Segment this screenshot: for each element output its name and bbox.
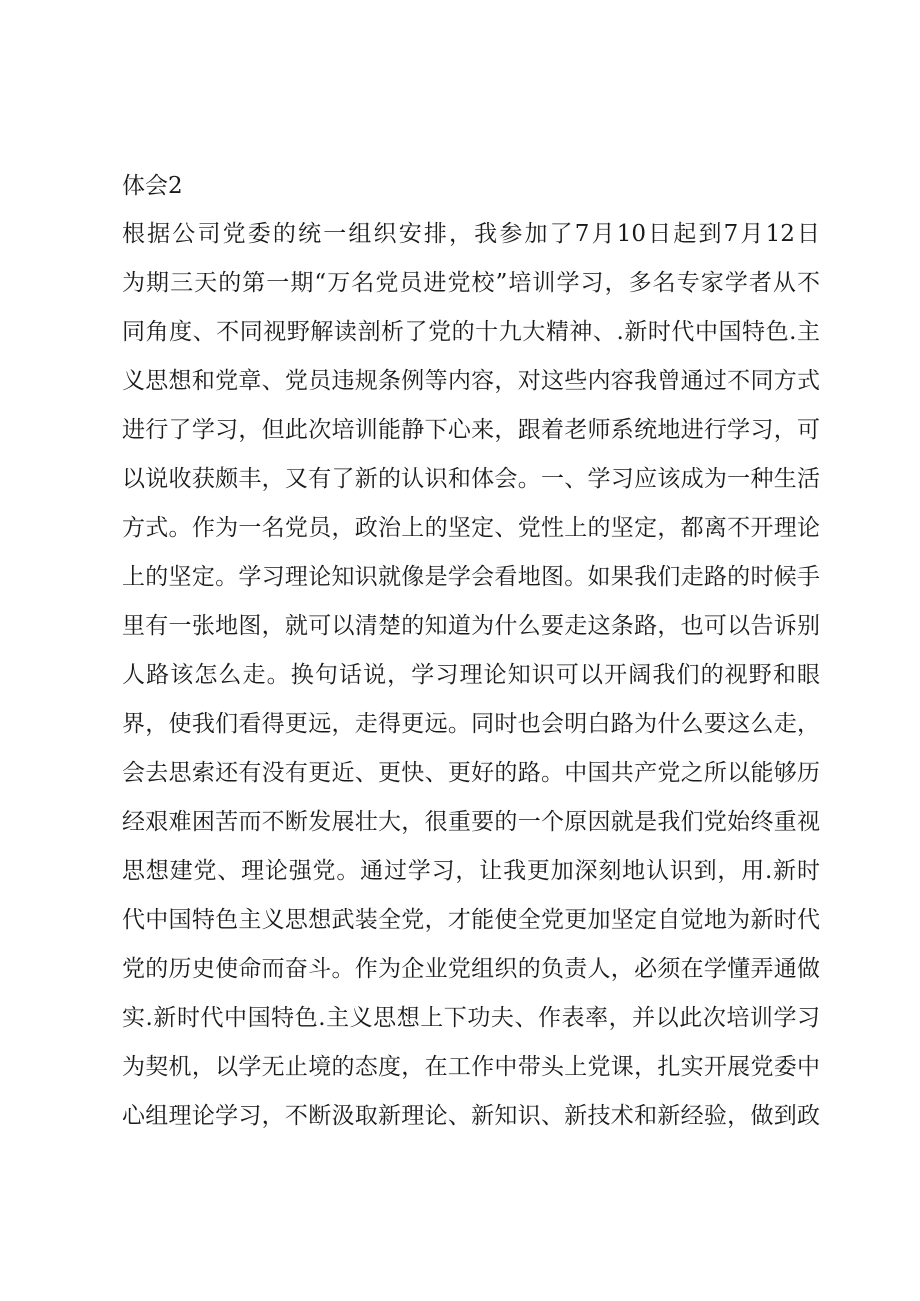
- paragraph-line: 同角度、不同视野解读剖析了党的十九大精神、.新时代中国特色.主: [122, 319, 820, 345]
- paragraph-line: 为期三天的第一期“万名党员进党校”培训学习，多名专家学者从不: [122, 270, 820, 296]
- paragraph-line: 义思想和党章、党员违规条例等内容，对这些内容我曾通过不同方式: [122, 368, 820, 394]
- paragraph-line: 实.新时代中国特色.主义思想上下功夫、作表率，并以此次培训学习: [122, 1005, 820, 1031]
- section-heading: 体会2: [122, 173, 183, 199]
- paragraph-line: 方式。作为一名党员，政治上的坚定、党性上的坚定，都离不开理论: [122, 515, 820, 541]
- paragraph-line: 根据公司党委的统一组织安排，我参加了7月10日起到7月12日: [122, 221, 820, 247]
- paragraph-line: 经艰难困苦而不断发展壮大，很重要的一个原因就是我们党始终重视: [122, 809, 820, 835]
- paragraph-line: 界，使我们看得更远，走得更远。同时也会明白路为什么要这么走，: [122, 711, 820, 737]
- paragraph-line: 代中国特色主义思想武装全党，才能使全党更加坚定自觉地为新时代: [122, 907, 820, 933]
- paragraph-line: 里有一张地图，就可以清楚的知道为什么要走这条路，也可以告诉别: [122, 613, 820, 639]
- paragraph-line: 会去思索还有没有更近、更快、更好的路。中国共产党之所以能够历: [122, 760, 820, 786]
- paragraph-line: 上的坚定。学习理论知识就像是学会看地图。如果我们走路的时候手: [122, 564, 820, 590]
- paragraph-line: 以说收获颇丰，又有了新的认识和体会。一、学习应该成为一种生活: [122, 466, 820, 492]
- paragraph-line: 为契机，以学无止境的态度，在工作中带头上党课，扎实开展党委中: [122, 1054, 820, 1080]
- paragraph-line: 进行了学习，但此次培训能静下心来，跟着老师系统地进行学习，可: [122, 417, 820, 443]
- paragraph-line: 心组理论学习，不断汲取新理论、新知识、新技术和新经验，做到政: [122, 1103, 820, 1129]
- paragraph-line: 人路该怎么走。换句话说，学习理论知识可以开阔我们的视野和眼: [122, 662, 820, 688]
- paragraph-line: 思想建党、理论强党。通过学习，让我更加深刻地认识到，用.新时: [122, 858, 820, 884]
- paragraph-line: 党的历史使命而奋斗。作为企业党组织的负责人，必须在学懂弄通做: [122, 956, 820, 982]
